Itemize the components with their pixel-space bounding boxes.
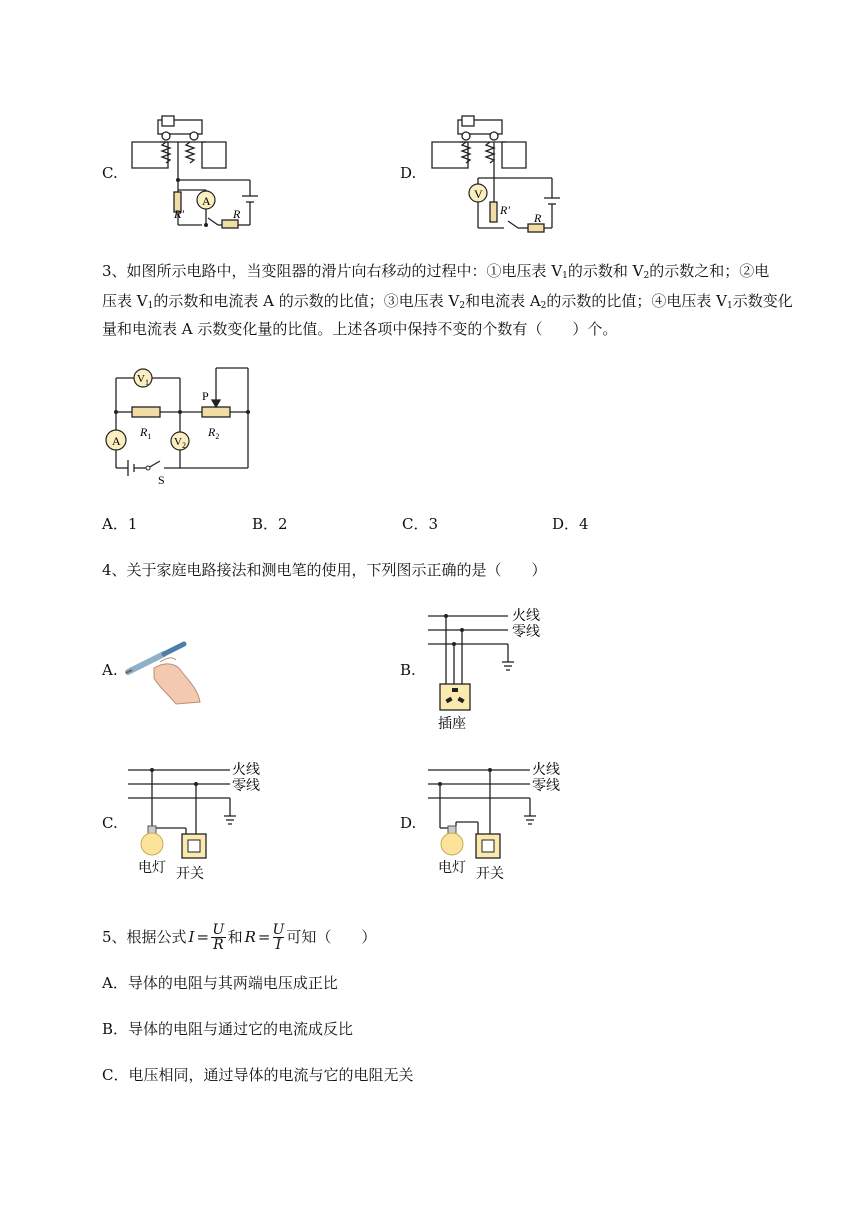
slider-p-label: P	[202, 389, 209, 403]
lamp-label: 电灯	[438, 860, 466, 876]
ammeter: A	[112, 434, 121, 448]
q4-stem: 4、关于家庭电路接法和测电笔的使用，下列图示正确的是（ ）	[102, 561, 547, 579]
ammeter-symbol: A	[202, 194, 211, 208]
q5-option-c[interactable]: C．电压相同，通过导体的电流与它的电阻无关	[102, 1066, 414, 1084]
resistor-label: R	[233, 207, 241, 221]
resistor-label: R	[534, 211, 542, 225]
test-pen-hand-image	[124, 632, 204, 706]
q3-option-c[interactable]: C．3	[402, 515, 439, 533]
q3-stem-line3: 量和电流表 A 示数变化量的比值。上述各项中保持不变的个数有（ ）个。	[102, 320, 618, 338]
q4-option-c-label[interactable]: C.	[102, 814, 118, 832]
q4-option-a-label[interactable]: A.	[102, 661, 118, 679]
lamp-switch-diagram-d	[426, 758, 566, 888]
q3-circuit-diagram	[100, 360, 270, 490]
r2-label: $R_2$	[208, 425, 220, 441]
q3-stem-line1: 3、如图所示电路中，当变阻器的滑片向右移动的过程中：①电压表 $V_1$的示数和 $V_2$的示数之和；②电	[102, 262, 770, 281]
rheostat-label: R'	[500, 203, 510, 217]
q5-option-b[interactable]: B．导体的电阻与通过它的电流成反比	[102, 1020, 354, 1038]
zero-line-label: 零线	[512, 624, 540, 640]
q3-option-a[interactable]: A．1	[102, 515, 138, 533]
lamp-label: 电灯	[138, 860, 166, 876]
switch-label: 开关	[176, 866, 204, 882]
q4-option-d-label[interactable]: D.	[400, 814, 417, 832]
weighing-circuit-c	[130, 110, 270, 235]
q3-option-d[interactable]: D．4	[552, 515, 589, 533]
v2-meter: $V_2$	[174, 436, 186, 450]
r1-label: $R_1$	[140, 425, 152, 441]
q3-option-b[interactable]: B．2	[252, 515, 288, 533]
rheostat-label: R'	[174, 207, 184, 221]
q4-option-b-label[interactable]: B.	[400, 661, 416, 679]
zero-line-label: 零线	[532, 778, 560, 794]
switch-label: 开关	[476, 866, 504, 882]
zero-line-label: 零线	[232, 778, 260, 794]
option-d-label: D.	[400, 164, 417, 182]
fire-line-label: 火线	[512, 608, 540, 624]
voltmeter-symbol: V	[474, 187, 483, 201]
q5-stem: 5、根据公式 I = $\frac{U}{R}$ 和 R = $\frac{U}{I}$ 可知（ ）	[102, 921, 377, 953]
fraction-u-over-i: $\frac{U}{I}$	[272, 921, 285, 953]
switch-s-label: S	[158, 473, 165, 487]
option-c-label: C.	[102, 164, 118, 182]
fraction-u-over-r: $\frac{U}{R}$	[212, 921, 225, 953]
weighing-circuit-d	[430, 110, 570, 235]
socket-wiring-diagram	[426, 604, 556, 734]
fire-line-label: 火线	[532, 762, 560, 778]
q5-option-a[interactable]: A．导体的电阻与其两端电压成正比	[102, 974, 338, 992]
v1-meter: $V_1$	[137, 373, 149, 387]
q3-stem-line2: 压表 $V_1$的示数和电流表 A 的示数的比值；③电压表 $V_2$和电流表 $A_2$的示数的比值；④电压表 $V_1$示数变化	[102, 292, 793, 311]
socket-label: 插座	[438, 716, 466, 732]
lamp-switch-diagram-c	[126, 758, 266, 888]
fire-line-label: 火线	[232, 762, 260, 778]
